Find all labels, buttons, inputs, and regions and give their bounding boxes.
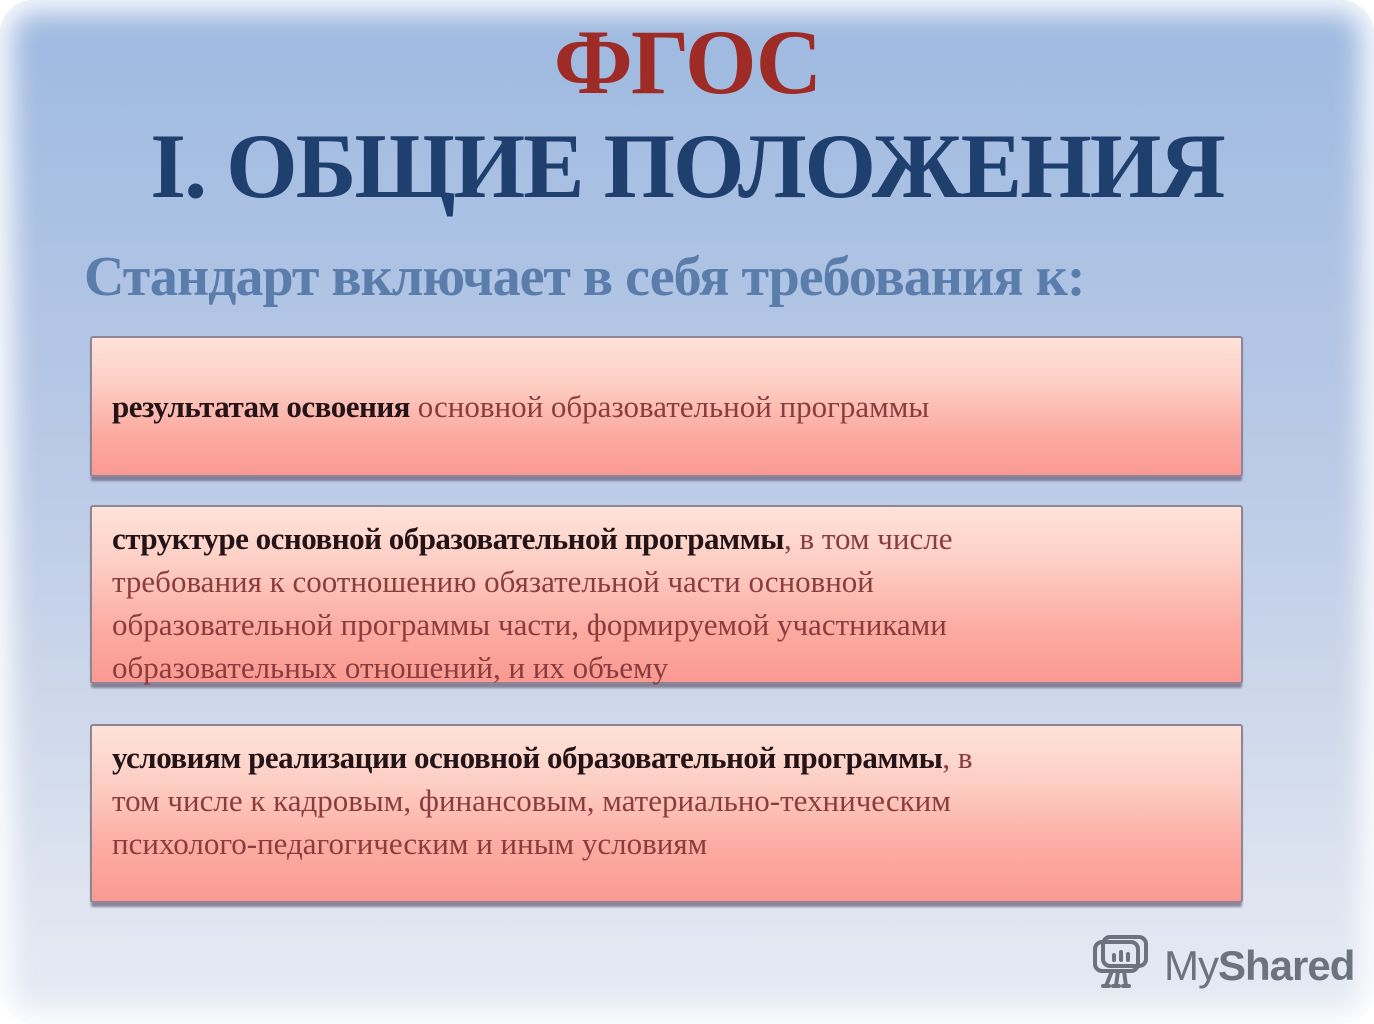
requirement-box-structure xyxy=(90,505,1243,684)
box-bold-leadin: условиям реализации основной образовательной программы xyxy=(112,740,943,775)
box-text-line: том числе к кадровым, финансовым, материально-техническим xyxy=(112,783,951,818)
box-leadin-rest: , в том числе xyxy=(783,521,953,556)
myshared-logo-shared: Shared xyxy=(1218,941,1355,989)
box-leadin-rest: основной образовательной программы xyxy=(409,389,930,424)
box-text-line: образовательной программы части, формируемой участниками xyxy=(112,607,947,642)
slide-title: ФГОС xyxy=(553,11,821,113)
projector-screen-icon xyxy=(1092,934,1154,997)
myshared-logo-text xyxy=(1164,942,1354,990)
box-text-line xyxy=(112,517,1221,560)
box-leadin-rest: , в xyxy=(942,740,973,775)
requirement-box-conditions xyxy=(90,724,1243,903)
box-text-line xyxy=(112,736,1221,779)
box-bold-leadin: результатам освоения xyxy=(112,389,410,424)
box-text-line: образовательных отношений, и их объему xyxy=(112,650,669,685)
section-heading: Стандарт включает в себя требования к: xyxy=(84,246,1085,308)
requirement-box-results xyxy=(90,336,1243,477)
myshared-watermark xyxy=(1092,934,1354,997)
slide-subtitle: I. ОБЩИЕ ПОЛОЖЕНИЯ xyxy=(150,115,1224,217)
myshared-logo-my: My xyxy=(1164,941,1218,989)
box-text-line: психолого-педагогическим и иным условиям xyxy=(112,826,708,861)
box-text-line: требования к соотношению обязательной части основной xyxy=(112,564,874,599)
box-text-line xyxy=(112,385,1221,428)
box-bold-leadin: структуре основной образовательной программы xyxy=(112,521,784,556)
